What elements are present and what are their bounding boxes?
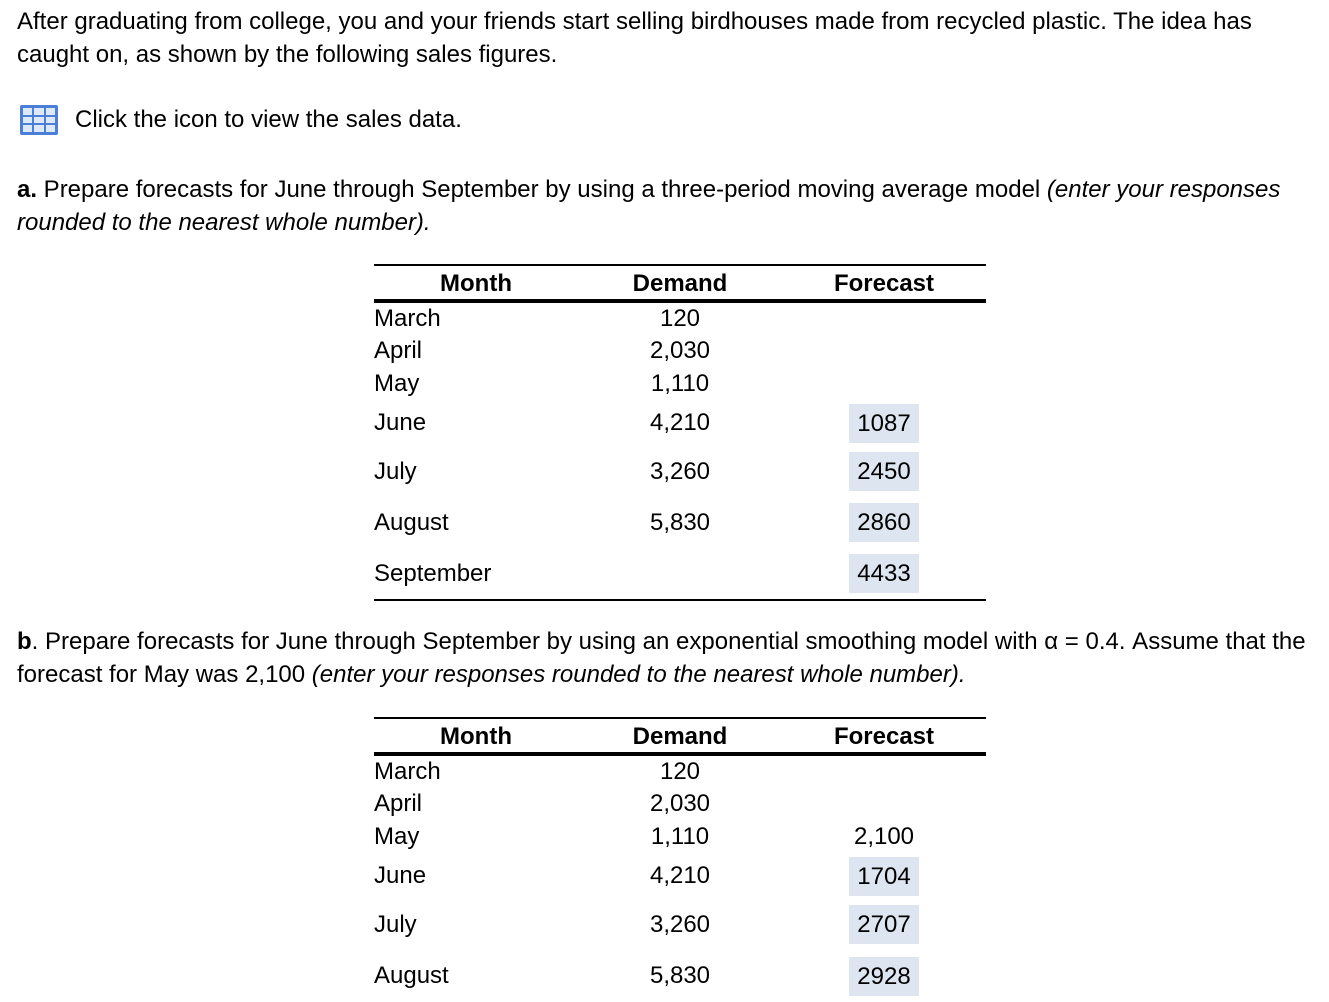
demand-cell: 120 [659, 304, 701, 332]
part-b-note: (enter your responses rounded to the nearest whole number). [311, 661, 966, 688]
month-cell: July [374, 457, 417, 485]
moving-average-table [374, 264, 986, 601]
table-row [374, 787, 986, 820]
forecast-cell [782, 334, 986, 367]
table-row [374, 853, 986, 899]
demand-cell: 5,830 [649, 962, 711, 989]
month-cell: April [374, 336, 423, 364]
forecast-cell [782, 853, 986, 899]
month-cell: April [374, 789, 423, 817]
month-cell: August [374, 962, 449, 989]
table-row [374, 367, 986, 400]
demand-cell: 4,210 [649, 862, 711, 889]
forecast-answer-field[interactable]: 1087 [849, 404, 919, 443]
demand-header: Demand [632, 723, 728, 750]
forecast-cell [782, 301, 986, 334]
table-row [374, 446, 986, 497]
forecast-cell [782, 400, 986, 446]
forecast-answer-field[interactable]: 2860 [849, 503, 919, 542]
sales-data-link[interactable] [20, 102, 462, 138]
forecast-cell [782, 446, 986, 497]
part-a-label: a. [17, 176, 38, 203]
table-row [374, 950, 986, 1002]
forecast-cell [782, 548, 986, 600]
part-a-question [17, 173, 1317, 239]
forecast-cell [782, 899, 986, 950]
demand-cell: 3,260 [649, 457, 711, 485]
month-cell: August [374, 508, 449, 536]
forecast-answer-field[interactable]: 4433 [849, 554, 919, 593]
table-row [374, 301, 986, 334]
table-row [374, 497, 986, 548]
sales-data-link-text: Click the icon to view the sales data. [75, 106, 462, 133]
forecast-header: Forecast [833, 723, 935, 750]
table-grid-icon[interactable] [20, 105, 58, 135]
demand-cell: 120 [659, 757, 701, 785]
month-cell: May [374, 369, 420, 397]
part-a-text: Prepare forecasts for June through September by using a three-period moving average model [37, 176, 1047, 203]
demand-cell: 1,110 [650, 369, 710, 397]
demand-cell: 2,030 [649, 789, 711, 817]
month-cell: June [374, 409, 427, 436]
forecast-cell [782, 754, 986, 787]
part-b-question [17, 625, 1317, 691]
demand-cell: 3,260 [649, 910, 711, 938]
month-header: Month [440, 270, 512, 297]
forecast-header: Forecast [833, 270, 935, 297]
part-a-note: (enter your responses rounded to the nearest whole number). [17, 176, 1281, 236]
forecast-cell [782, 367, 986, 400]
table-row [374, 548, 986, 600]
intro-paragraph: After graduating from college, you and your friends start selling birdhouses made from recycled plastic. The idea has caught on, as shown by the following sales figures. [17, 8, 1252, 68]
forecast-answer-field[interactable]: 2450 [849, 452, 919, 491]
forecast-cell [782, 950, 986, 1002]
month-cell: June [374, 862, 427, 889]
demand-cell: 4,210 [649, 409, 711, 436]
exponential-smoothing-table [374, 717, 986, 1002]
demand-cell [578, 548, 782, 600]
demand-header: Demand [632, 270, 728, 297]
demand-cell: 2,030 [649, 336, 711, 364]
table-row [374, 754, 986, 787]
forecast-answer-field[interactable]: 2928 [849, 957, 919, 996]
table-row [374, 400, 986, 446]
forecast-answer-field[interactable]: 2707 [849, 905, 919, 944]
table-row [374, 820, 986, 853]
month-cell: March [374, 304, 441, 332]
table-row [374, 334, 986, 367]
month-cell: September [374, 559, 492, 587]
month-header: Month [440, 723, 512, 750]
forecast-cell [782, 787, 986, 820]
forecast-cell: 2,100 [853, 822, 915, 850]
forecast-cell [782, 497, 986, 548]
demand-cell: 1,110 [650, 822, 710, 850]
demand-cell: 5,830 [649, 508, 711, 536]
month-cell: May [374, 822, 420, 850]
part-b-label: b [17, 628, 32, 655]
month-cell: March [374, 757, 441, 785]
part-b-text: . Prepare forecasts for June through September by using an exponential smoothing model with α = 0.4. Assume that the forecast for May was 2,100 [17, 628, 1306, 688]
table-row [374, 899, 986, 950]
forecast-answer-field[interactable]: 1704 [849, 857, 919, 896]
month-cell: July [374, 910, 417, 938]
